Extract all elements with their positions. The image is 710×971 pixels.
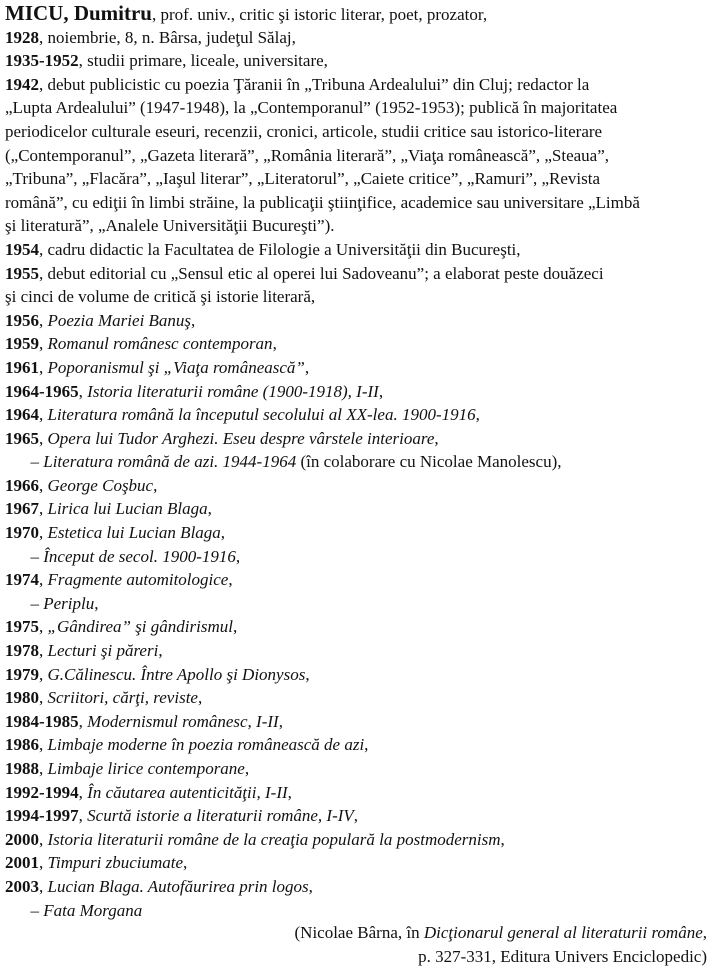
entry-work-title: Limbaje lirice contemporane xyxy=(47,759,245,778)
entry-text: , xyxy=(304,357,310,377)
entry-text: , xyxy=(39,475,48,495)
entry-year: 1961 xyxy=(5,357,39,377)
entry-text: , xyxy=(244,759,250,778)
entry-line xyxy=(5,380,707,404)
entry-text: , xyxy=(39,641,48,661)
entry-text: , xyxy=(220,523,226,543)
entry-text: , debut publicistic cu poezia Ţăranii în „Tribuna Ardealului” din Cluj; redactor la xyxy=(39,74,590,94)
entry-text: (în colaborare cu Nicolae Manolescu), xyxy=(296,452,562,472)
entry-text: , xyxy=(207,499,212,519)
entry-work-title: „Gândirea” şi gândirismul xyxy=(47,617,233,637)
entry-work-title: Scurtă istorie a literaturii române, I-IV xyxy=(87,806,354,826)
entry-text: , xyxy=(353,806,359,826)
entry-work-title: Modernismul românesc, I-II xyxy=(87,711,279,731)
entry-line xyxy=(5,167,707,191)
entry-text: , xyxy=(78,711,88,731)
entry-text: , xyxy=(39,688,48,708)
entry-text: periodicelor culturale eseuri, recenzii, cronici, articole, studii critice sau istorico-literare xyxy=(5,121,603,141)
entry-work-title: Lirica lui Lucian Blaga xyxy=(47,499,208,519)
entry-text: , xyxy=(39,617,48,637)
entry-line xyxy=(5,262,707,286)
entry-text: – xyxy=(5,593,44,613)
entry-line xyxy=(5,851,707,875)
entry-text: , xyxy=(78,782,88,802)
entry-year: 1979 xyxy=(5,664,39,684)
entry-work-title: Lecturi şi păreri xyxy=(47,641,159,661)
entry-text: , xyxy=(94,593,99,613)
entry-description: , prof. univ., critic şi istoric literar, poet, prozator, xyxy=(152,5,488,24)
entry-line xyxy=(5,73,707,97)
entry-line xyxy=(5,592,707,616)
entry-year: 1928 xyxy=(5,27,39,47)
entry-text: „Tribuna”, „Flacăra”, „Iaşul literar”, „Literatorul”, „Caiete critice”, „Ramuri”, „Revista xyxy=(5,169,601,189)
entry-line xyxy=(5,49,707,73)
entry-text: , xyxy=(278,711,283,731)
entry-text: , xyxy=(232,617,238,637)
entry-text: , xyxy=(39,310,48,330)
entry-text: , xyxy=(39,876,48,896)
entry-line xyxy=(5,875,707,899)
entry-text: , xyxy=(228,570,233,590)
entry-text: , xyxy=(305,664,310,684)
entry-text: , xyxy=(272,334,277,354)
entry-text: , xyxy=(39,853,48,873)
entry-work-title: Fragmente automitologice xyxy=(47,570,229,590)
entry-text: , xyxy=(39,664,48,684)
entry-line xyxy=(5,615,707,639)
entry-text: şi cinci de volume de critică şi istorie literară, xyxy=(5,287,316,307)
entry-text: , xyxy=(183,853,188,873)
entry-line xyxy=(5,96,707,120)
entry-line xyxy=(5,804,707,828)
entry-text: , studii primare, liceale, universitare, xyxy=(78,51,328,71)
entry-line xyxy=(5,191,707,215)
entry-work-title: Limbaje moderne în poezia românească de azi xyxy=(47,735,365,755)
entry-text: , xyxy=(235,546,241,566)
entry-year: 1974 xyxy=(5,570,39,590)
entry-text: , xyxy=(475,405,480,425)
entry-work-title: Început de secol. 1900-1916 xyxy=(43,546,236,566)
entry-text: , xyxy=(78,806,88,826)
entry-year: 1954 xyxy=(5,239,39,259)
entry-text: , xyxy=(39,428,48,448)
source-line-2: p. 327-331, Editura Univers Enciclopedic) xyxy=(418,946,707,966)
entry-text: , xyxy=(153,475,158,495)
entry-line xyxy=(5,545,707,569)
entry-text: , xyxy=(364,735,369,755)
entry-text: , xyxy=(378,381,384,401)
source-suffix: , xyxy=(702,923,707,942)
entry-body xyxy=(5,26,707,923)
entry-text: , xyxy=(39,334,48,354)
entry-line xyxy=(5,285,707,309)
entry-text: , xyxy=(39,523,48,543)
entry-text: română”, cu ediţii în limbi străine, la publicaţii ştiinţifice, academice sau universitare „Limbă xyxy=(5,192,640,212)
entry-line xyxy=(5,899,707,923)
entry-line xyxy=(5,757,707,781)
entry-line xyxy=(5,828,707,852)
entry-line xyxy=(5,214,707,238)
entry-line xyxy=(5,568,707,592)
entry-line xyxy=(5,733,707,757)
entry-work-title: Fata Morgana xyxy=(43,900,143,920)
entry-line xyxy=(5,120,707,144)
entry-year: 1988 xyxy=(5,759,39,778)
source-line-1 xyxy=(295,921,708,945)
entry-text: , xyxy=(78,381,88,401)
entry-year: 1967 xyxy=(5,499,39,519)
entry-line xyxy=(5,403,707,427)
entry-line xyxy=(5,639,707,663)
entry-line xyxy=(5,238,707,262)
entry-year: 1964-1965 xyxy=(5,381,79,401)
dictionary-entry xyxy=(5,2,707,922)
entry-work-title: Poezia Mariei Banuş xyxy=(47,310,192,330)
entry-year: 1970 xyxy=(5,523,39,543)
entry-work-title: Istoria literaturii române de la creaţia populară la postmodernism xyxy=(47,829,501,849)
entry-year: 1965 xyxy=(5,428,39,448)
entry-line xyxy=(5,497,707,521)
entry-text: , xyxy=(39,735,48,755)
entry-line xyxy=(5,144,707,168)
entry-line xyxy=(5,356,707,380)
entry-work-title: Periplu xyxy=(43,593,95,613)
entry-work-title: În căutarea autenticităţii, I-II xyxy=(87,782,288,802)
entry-text: , xyxy=(39,405,48,425)
entry-text: , xyxy=(39,570,48,590)
entry-text: , xyxy=(500,829,505,849)
entry-text: („Contemporanul”, „Gazeta literară”, „România literară”, „Viaţa românească”, „Steaua”, xyxy=(5,145,610,165)
entry-text: , xyxy=(197,688,203,708)
entry-text: , xyxy=(158,641,163,661)
entry-text: şi literatură”, „Analele Universităţii Bucureşti”). xyxy=(5,216,335,236)
entry-text: , xyxy=(287,782,292,802)
entry-text: , xyxy=(308,876,313,896)
entry-line xyxy=(5,521,707,545)
entry-text: , noiembrie, 8, n. Bârsa, judeţul Sălaj, xyxy=(39,27,296,47)
entry-text: „Lupta Ardealului” (1947-1948), la „Contemporanul” (1952-1953); publică în majoritatea xyxy=(5,98,618,118)
entry-year: 1994-1997 xyxy=(5,806,79,826)
entry-year: 1966 xyxy=(5,475,39,495)
entry-year: 1956 xyxy=(5,310,39,330)
entry-year: 1980 xyxy=(5,688,39,708)
entry-year: 1935-1952 xyxy=(5,51,79,71)
entry-work-title: Estetica lui Lucian Blaga xyxy=(47,523,221,543)
entry-year: 1975 xyxy=(5,617,39,637)
entry-text: , xyxy=(434,428,439,448)
entry-line xyxy=(5,309,707,333)
entry-text: , xyxy=(39,357,48,377)
entry-year: 1992-1994 xyxy=(5,782,79,802)
entry-work-title: Literatura română de azi. 1944-1964 xyxy=(43,452,297,472)
entry-line xyxy=(5,474,707,498)
entry-year: 1955 xyxy=(5,263,39,283)
entry-work-title: Opera lui Tudor Arghezi. Eseu despre vârstele interioare xyxy=(47,428,435,448)
entry-work-title: G.Călinescu. Între Apollo şi Dionysos xyxy=(47,664,306,684)
entry-work-title: George Coşbuc xyxy=(47,475,154,495)
entry-line xyxy=(5,686,707,710)
entry-text: , xyxy=(39,759,48,778)
entry-work-title: Poporanismul şi „Viaţa românească” xyxy=(47,357,305,377)
entry-year: 1959 xyxy=(5,334,39,354)
source-title: Dicţionarul general al literaturii române xyxy=(423,923,703,942)
source-citation xyxy=(295,921,708,968)
entry-line xyxy=(5,332,707,356)
entry-year: 2001 xyxy=(5,853,39,873)
entry-work-title: Literatura română la începutul secolului al XX-lea. 1900-1916 xyxy=(47,405,476,425)
entry-year: 1978 xyxy=(5,641,39,661)
entry-year: 1942 xyxy=(5,74,39,94)
entry-line xyxy=(5,663,707,687)
entry-work-title: Timpuri zbuciumate xyxy=(47,853,184,873)
entry-work-title: Lucian Blaga. Autofăurirea prin logos xyxy=(47,876,309,896)
entry-work-title: Scriitori, cărţi, reviste xyxy=(47,688,198,708)
entry-text: – xyxy=(5,900,44,920)
entry-line xyxy=(5,781,707,805)
entry-year: 2000 xyxy=(5,829,39,849)
entry-year: 2003 xyxy=(5,876,39,896)
entry-year: 1984-1985 xyxy=(5,711,79,731)
entry-line xyxy=(5,450,707,474)
entry-text: , cadru didactic la Facultatea de Filologie a Universităţii din Bucureşti, xyxy=(39,239,521,259)
entry-text: , xyxy=(39,829,48,849)
source-prefix: (Nicolae Bârna, în xyxy=(294,923,424,942)
entry-year: 1964 xyxy=(5,405,39,425)
entry-line xyxy=(5,26,707,50)
entry-line xyxy=(5,427,707,451)
entry-text: – xyxy=(5,546,44,566)
entry-work-title: Romanul românesc contemporan xyxy=(47,334,273,354)
entry-work-title: Istoria literaturii române (1900-1918), I-II xyxy=(87,381,379,401)
entry-text: – xyxy=(5,452,44,472)
entry-year: 1986 xyxy=(5,735,39,755)
entry-text: , xyxy=(191,310,196,330)
entry-header-line xyxy=(5,2,707,26)
entry-line xyxy=(5,710,707,734)
entry-name: MICU, Dumitru xyxy=(5,1,152,25)
entry-text: , debut editorial cu „Sensul etic al operei lui Sadoveanu”; a elaborat peste douăzeci xyxy=(39,263,604,283)
entry-text: , xyxy=(39,499,48,519)
